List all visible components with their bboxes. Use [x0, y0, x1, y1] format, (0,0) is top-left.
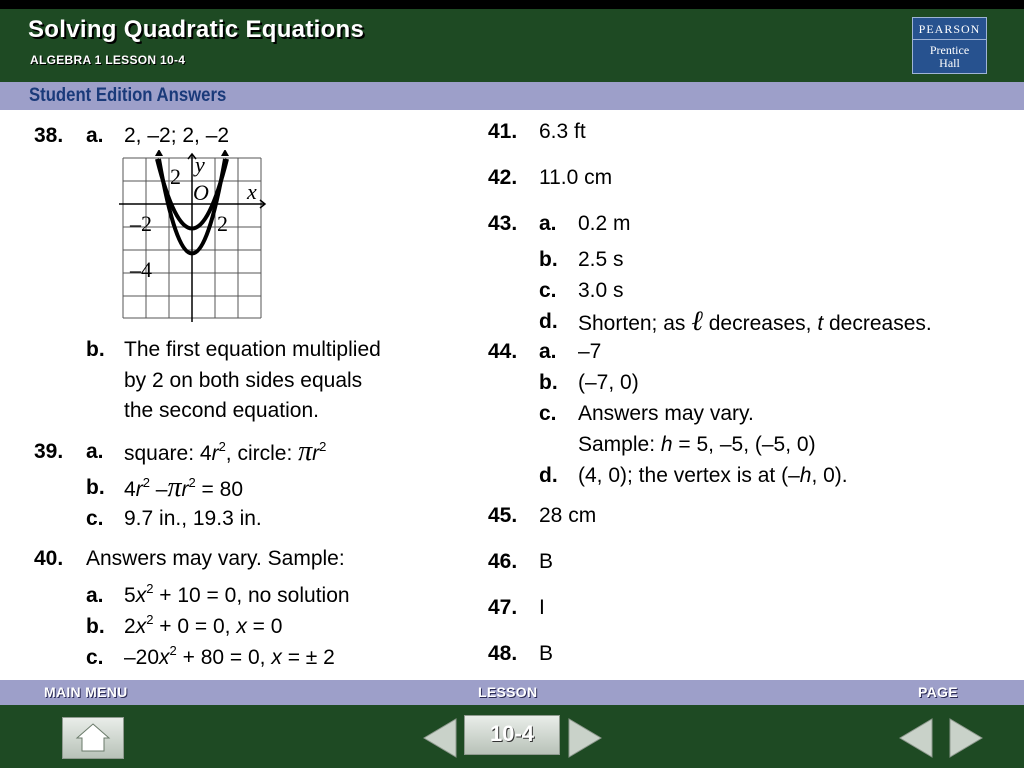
pi-symbol-2: π	[167, 472, 182, 503]
problem-48-answer: B	[539, 642, 554, 665]
lesson-number-button[interactable]: 10-4	[464, 715, 560, 755]
problem-39b-label: b.	[86, 476, 105, 499]
problem-44a-label: a.	[539, 340, 557, 363]
problem-38b-label: b.	[86, 338, 105, 361]
lesson-prev-button[interactable]	[422, 717, 458, 759]
logo-hall: Hall	[939, 56, 960, 70]
problem-39-number: 39.	[34, 440, 64, 463]
header-bar	[0, 0, 1024, 82]
problem-44-number: 44.	[488, 340, 518, 363]
home-icon	[63, 718, 123, 758]
problem-38a-answer: 2, –2; 2, –2	[124, 124, 230, 147]
problem-44d-label: d.	[539, 464, 558, 487]
footer-label-strip	[0, 680, 1024, 705]
problem-38b-line3: the second equation.	[124, 399, 319, 422]
problem-42-number: 42.	[488, 166, 518, 189]
problem-40a-answer: $5x^2 + 10 = 0$, no solution	[124, 581, 350, 607]
problem-40b-answer: $2x^2 + 0 = 0$, x = 0	[124, 612, 283, 638]
problem-45-number: 45.	[488, 504, 518, 527]
problem-44d-answer: (4, 0); the vertex is at (–h, 0).	[578, 464, 848, 487]
graph-origin-label: O	[193, 180, 209, 205]
graph-y-axis-label: y	[195, 152, 205, 177]
problem-43a-answer: 0.2 m	[578, 212, 631, 235]
problem-46-number: 46.	[488, 550, 518, 573]
problem-44b-label: b.	[539, 371, 558, 394]
problem-43d-answer: Shorten; as ℓ decreases, t decreases.	[578, 306, 932, 337]
problem-40-number: 40.	[34, 547, 64, 570]
problem-38a-graph	[115, 150, 275, 322]
problem-43c-label: c.	[539, 279, 557, 302]
arrow-left-icon	[422, 717, 458, 759]
problem-43-number: 43.	[488, 212, 518, 235]
logo-prentice: Prentice	[929, 43, 970, 57]
problem-43a-label: a.	[539, 212, 557, 235]
problem-38b-line2: by 2 on both sides equals	[124, 369, 363, 392]
problem-47-number: 47.	[488, 596, 518, 619]
problem-39a-label: a.	[86, 440, 104, 463]
problem-47-answer: I	[539, 596, 545, 619]
problem-38a-label: a.	[86, 124, 104, 147]
page-next-button[interactable]	[948, 717, 984, 759]
top-black-strip	[0, 0, 1024, 9]
problem-40c-label: c.	[86, 646, 104, 669]
arrow-left-icon	[898, 717, 934, 759]
main-menu-home-button[interactable]	[62, 717, 124, 759]
graph-tick-x-neg2: –2	[130, 211, 152, 236]
answers-content	[0, 110, 1024, 680]
problem-40b-label: b.	[86, 615, 105, 638]
arrow-right-icon	[948, 717, 984, 759]
graph-tick-y2: 2	[170, 164, 181, 189]
arrow-right-icon	[567, 717, 603, 759]
section-band	[0, 82, 1024, 110]
problem-44c-label: c.	[539, 402, 557, 425]
problem-39a-answer: square: $4r^2$, circle: $\pi r^2$	[124, 436, 327, 467]
problem-40c-answer: $-20x^2 + 80 = 0$, x = ± 2	[124, 643, 335, 669]
problem-43c-answer: 3.0 s	[578, 279, 624, 302]
lesson-next-button[interactable]	[567, 717, 603, 759]
main-menu-label: MAIN MENU	[44, 684, 128, 700]
ell-symbol: ℓ	[691, 306, 703, 337]
problem-38-number: 38.	[34, 124, 64, 147]
problem-39c-answer: 9.7 in., 19.3 in.	[124, 507, 262, 530]
problem-39b-answer: $4r^2$ $-\pi r^2 = 80$	[124, 472, 243, 503]
pearson-logo	[912, 17, 987, 74]
problem-43b-answer: 2.5 s	[578, 248, 624, 271]
problem-38b-line1: The first equation multiplied	[124, 338, 381, 361]
problem-45-answer: 28 cm	[539, 504, 597, 527]
footer-nav	[0, 680, 1024, 768]
logo-pearson: PEARSON	[913, 22, 986, 40]
problem-44b-answer: (–7, 0)	[578, 371, 639, 394]
page-label: PAGE	[918, 684, 958, 700]
section-heading: Student Edition Answers	[29, 85, 227, 106]
lesson-label: LESSON	[478, 684, 538, 700]
problem-44a-answer: –7	[578, 340, 602, 363]
lesson-subtitle: ALGEBRA 1 LESSON 10-4	[30, 53, 186, 67]
page-prev-button[interactable]	[898, 717, 934, 759]
problem-42-answer: 11.0 cm	[539, 166, 613, 189]
problem-41-answer: 6.3 ft	[539, 120, 586, 143]
graph-x-axis-label: x	[247, 179, 257, 204]
problem-46-answer: B	[539, 550, 554, 573]
problem-39c-label: c.	[86, 507, 104, 530]
problem-44c-line1: Answers may vary.	[578, 402, 754, 425]
problem-48-number: 48.	[488, 642, 518, 665]
problem-43b-label: b.	[539, 248, 558, 271]
problem-40a-label: a.	[86, 584, 104, 607]
page-title: Solving Quadratic Equations	[28, 16, 365, 43]
problem-44c-line2: Sample: h = 5, –5, (–5, 0)	[578, 433, 816, 456]
problem-40-intro: Answers may vary. Sample:	[86, 547, 345, 570]
graph-tick-x2: 2	[217, 211, 228, 236]
problem-43d-label: d.	[539, 310, 558, 333]
graph-tick-y-neg4: –4	[130, 257, 152, 282]
problem-41-number: 41.	[488, 120, 518, 143]
pi-symbol: π	[298, 436, 313, 467]
